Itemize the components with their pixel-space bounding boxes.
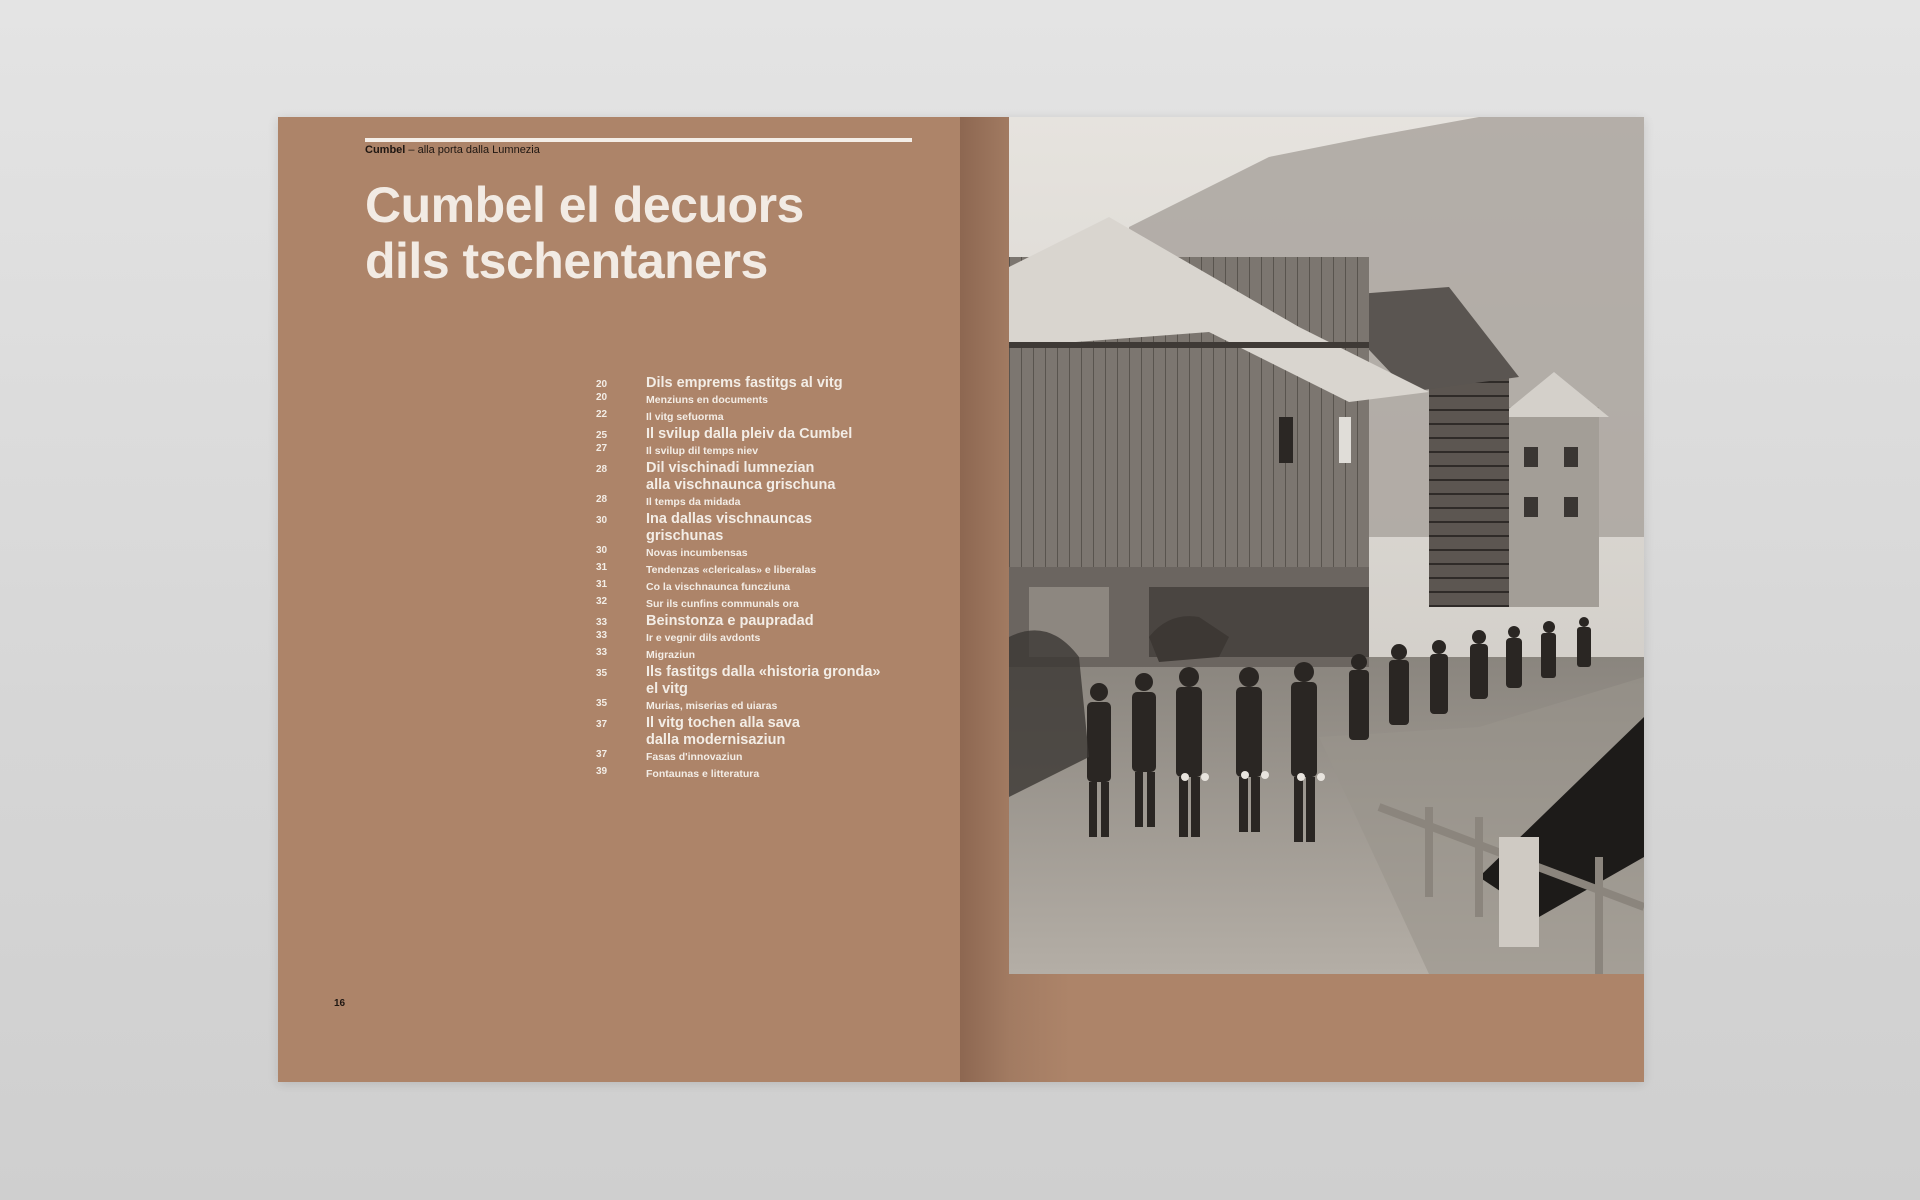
toc-entry-line: Tendenzas «clericalas» e liberalas <box>646 564 817 576</box>
toc-entry <box>596 545 936 562</box>
toc-entry <box>596 698 936 715</box>
toc-entry-line: Il vitg sefuorma <box>646 411 724 423</box>
toc-page-number: 35 <box>596 668 608 679</box>
toc-entry-title <box>646 715 800 749</box>
running-head-bold: Cumbel <box>365 144 406 156</box>
toc-entry-line: Ina dallas vischnauncas <box>646 511 813 527</box>
toc-entry-title <box>646 562 816 579</box>
toc-page-number: 33 <box>596 617 608 628</box>
toc-entry-title <box>646 443 758 460</box>
toc-page-number: 30 <box>596 545 608 556</box>
toc-entry-line: Migraziun <box>646 649 695 661</box>
toc-page-number: 30 <box>596 515 608 526</box>
toc-entry <box>596 375 936 392</box>
toc-entry <box>596 443 936 460</box>
toc-entry <box>596 579 936 596</box>
toc-entry <box>596 562 936 579</box>
toc-page-number: 31 <box>596 579 608 590</box>
toc-page-number: 25 <box>596 430 608 441</box>
toc-entry <box>596 647 936 664</box>
toc-entry <box>596 460 936 494</box>
toc-entry-title <box>646 596 799 613</box>
toc-entry-line: grischunas <box>646 528 724 544</box>
log-cabin <box>1429 377 1509 607</box>
title-line-2: dils tschentaners <box>365 233 768 289</box>
toc-entry-line: Murias, miserias ed uiaras <box>646 700 778 712</box>
toc-entry-title <box>646 579 790 596</box>
toc-page-number: 27 <box>596 443 608 454</box>
toc-page-number: 28 <box>596 464 608 475</box>
toc-entry-line: Dil vischinadi lumnezian <box>646 460 815 476</box>
toc-entry-line: el vitg <box>646 681 688 697</box>
toc-entry <box>596 749 936 766</box>
title-line-1: Cumbel el decuors <box>365 177 804 233</box>
left-page <box>278 117 960 1082</box>
toc-entry-title <box>646 613 814 630</box>
running-head-rest: – alla porta dalla Lumnezia <box>405 144 540 156</box>
toc-entry <box>596 664 936 698</box>
toc-entry-title <box>646 426 852 443</box>
toc-entry-title <box>646 647 695 664</box>
toc-entry-line: Il svilup dalla pleiv da Cumbel <box>646 426 853 442</box>
toc-entry-line: Fontaunas e litteratura <box>646 768 760 780</box>
toc-entry <box>596 630 936 647</box>
toc-entry-line: dalla modernisaziun <box>646 732 786 748</box>
toc-entry-line: Novas incumbensas <box>646 547 748 559</box>
toc-page-number: 35 <box>596 698 608 709</box>
toc-entry <box>596 409 936 426</box>
toc-entry-title <box>646 698 777 715</box>
page-title <box>365 177 925 289</box>
toc-entry <box>596 596 936 613</box>
toc-entry <box>596 715 936 749</box>
toc-entry-line: Fasas d'innovaziun <box>646 751 743 763</box>
toc-page-number: 32 <box>596 596 608 607</box>
toc-entry-title <box>646 494 741 511</box>
stone-post <box>1499 837 1539 947</box>
toc-entry-title <box>646 409 724 426</box>
toc-entry-line: Sur ils cunfins communals ora <box>646 598 799 610</box>
page-number: 16 <box>334 998 346 1009</box>
barn-vent <box>1279 417 1293 463</box>
stone-house <box>1509 407 1599 607</box>
toc-entry-line: Il svilup dil temps niev <box>646 445 759 457</box>
toc-entry-title <box>646 545 748 562</box>
toc-entry-title <box>646 766 759 783</box>
toc-page-number: 22 <box>596 409 608 420</box>
toc-page-number: 37 <box>596 719 608 730</box>
toc-entry <box>596 613 936 630</box>
book-spread <box>278 117 1644 1082</box>
running-head <box>365 144 540 156</box>
toc-entry-title <box>646 460 835 494</box>
toc-entry-line: Menziuns en documents <box>646 394 768 406</box>
toc-entry-line: Co la vischnaunca funcziuna <box>646 581 791 593</box>
toc-entry <box>596 426 936 443</box>
toc-entry-title <box>646 392 768 409</box>
toc-page-number: 20 <box>596 379 608 390</box>
toc-entry-line: Il vitg tochen alla sava <box>646 715 800 731</box>
toc-entry-title <box>646 664 880 698</box>
right-page <box>960 117 1644 1082</box>
toc-entry <box>596 392 936 409</box>
toc-page-number: 39 <box>596 766 608 777</box>
toc-entry-line: Ils fastitgs dalla «historia gronda» <box>646 664 881 680</box>
toc-entry-title <box>646 749 742 766</box>
toc-entry-title <box>646 375 843 392</box>
toc-entry <box>596 494 936 511</box>
toc-page-number: 33 <box>596 630 608 641</box>
toc-page-number: 20 <box>596 392 608 403</box>
toc-page-number: 31 <box>596 562 608 573</box>
toc-entry-line: alla vischnaunca grischuna <box>646 477 836 493</box>
header-rule <box>365 138 912 142</box>
photo-illustration <box>1009 117 1644 974</box>
table-of-contents <box>596 375 936 783</box>
toc-page-number: 33 <box>596 647 608 658</box>
toc-entry-title <box>646 511 812 545</box>
historic-village-photo <box>1009 117 1644 974</box>
toc-entry <box>596 511 936 545</box>
toc-page-number: 37 <box>596 749 608 760</box>
toc-entry <box>596 766 936 783</box>
toc-entry-title <box>646 630 760 647</box>
toc-entry-line: Dils emprems fastitgs al vitg <box>646 375 843 391</box>
toc-page-number: 28 <box>596 494 608 505</box>
toc-entry-line: Beinstonza e paupradad <box>646 613 814 629</box>
toc-entry-line: Il temps da midada <box>646 496 741 508</box>
toc-entry-line: Ir e vegnir dils avdonts <box>646 632 761 644</box>
